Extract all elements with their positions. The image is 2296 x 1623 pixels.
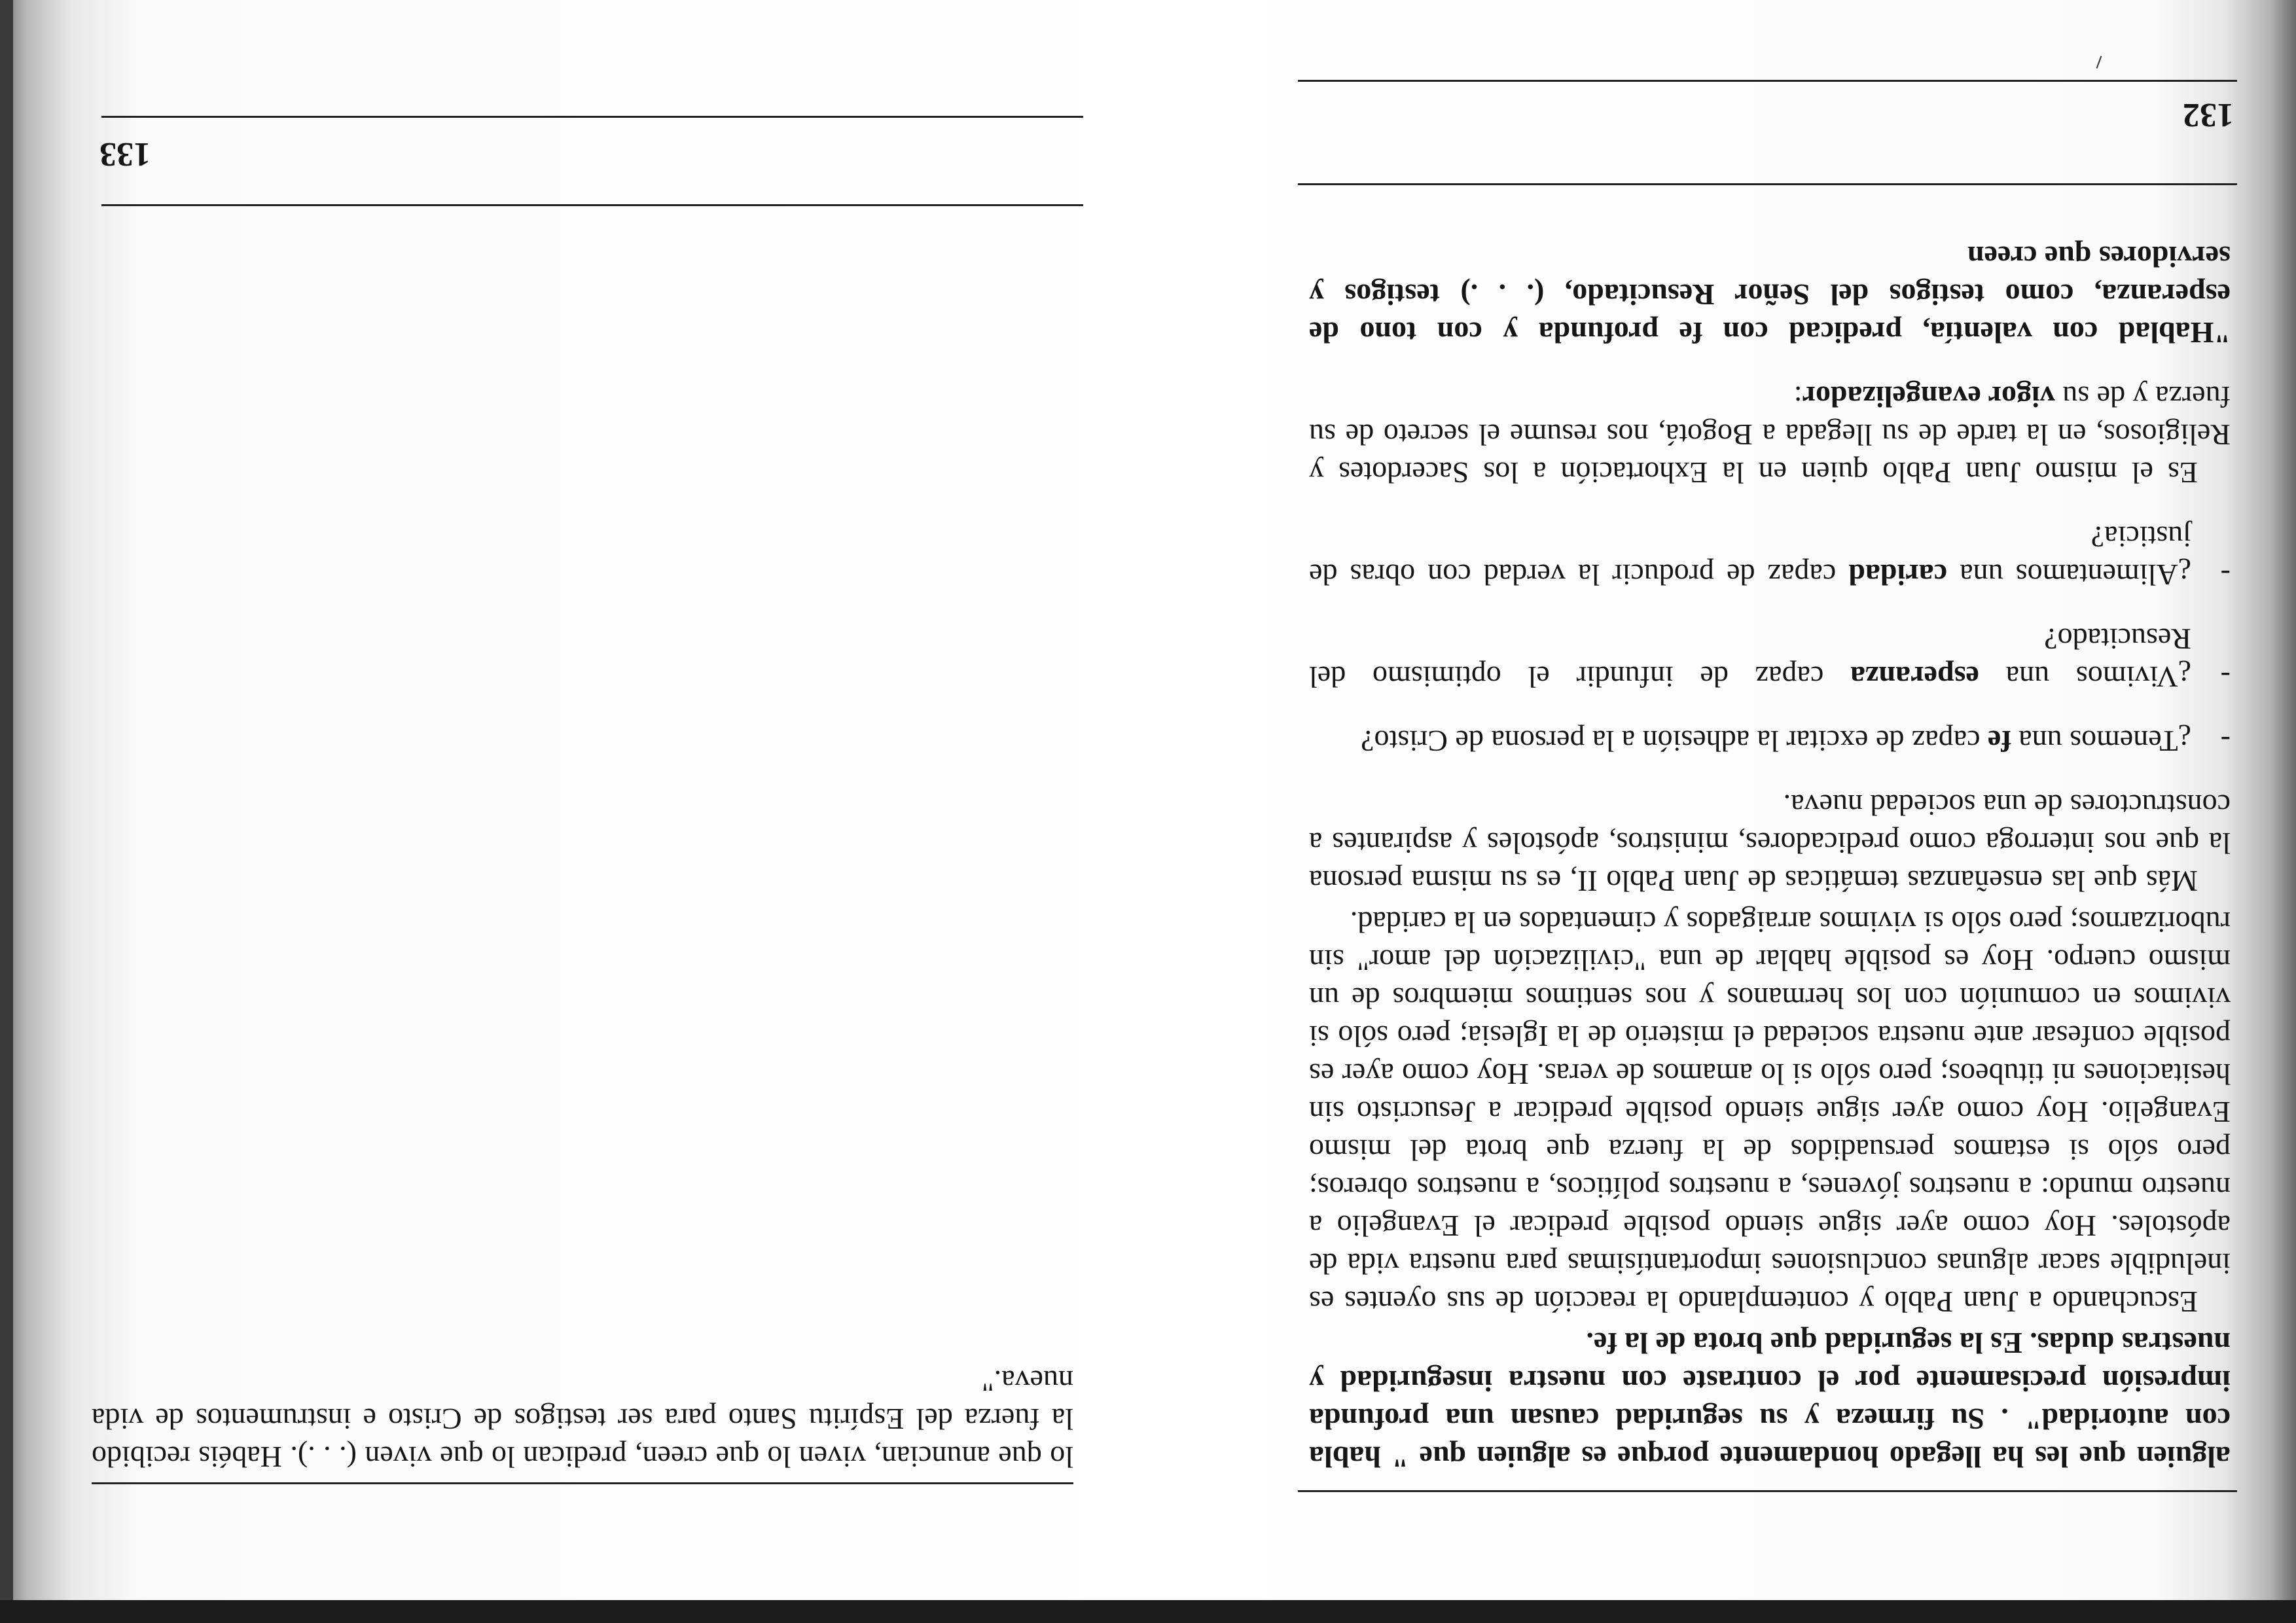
page-edge-shadow [0, 0, 13, 1600]
content-rule [92, 1482, 1073, 1484]
paragraph-4: Es el mismo Juan Pablo quien en la Exhortación a los Sacerdotes y Religiosos, en la tarde de su llegada a Bogotá, nos resume el secreto de su fuerza y de su vigor evangelizador: [1309, 380, 2231, 490]
header-rule-top [101, 116, 1083, 118]
page-number: 133 [99, 135, 151, 173]
dash-bullet: - [2220, 558, 2231, 592]
pencil-mark [2096, 56, 2102, 68]
question-charity [1309, 518, 2231, 594]
header-rule-top [1298, 80, 2237, 82]
question-hope [1309, 620, 2231, 696]
header-rule-bottom [101, 204, 1083, 206]
page-body [92, 1362, 1073, 1476]
page-number: 132 [2183, 96, 2234, 134]
paragraph: lo que anuncian, viven lo que creen, predican lo que viven (. . .). Habéis recibido la fuerza del Espíritu Santo para ser testigos de Cristo e instrumentos de vida nueva." [92, 1364, 1073, 1474]
quote-paragraph: "Hablad con valentía, predicad con fe profunda y con tono de esperanza, como testigos del Señor Resucitado, (. . .) testigos y servidores que creen [1309, 240, 2231, 349]
dash-bullet: - [2220, 724, 2231, 758]
question-faith [1309, 722, 2231, 760]
paragraph-2: Escuchando a Juan Pablo y contemplando la reacción de sus oyentes es ineludible sacar algunas conclusiones importantísimas para nuestra vida de apóstoles. Hoy como ayer sigue siendo posible predicar el Evangelio a nuestro mundo: a nuestros jóvenes, a nuestros políticos, a nuestros obreros; pero sólo si estamos persuadidos de la fuerza que brota del mismo Evangelio. Hoy como ayer sigue siendo posible predicar a Jesucristo sin hesitaciones ni titubeos; pero sólo si lo amamos de veras. Hoy como ayer es posible confesar ante nuestra sociedad el misterio de la Iglesia; pero sólo si vivimos en comunión con los hermanos y nos sentimos miembros de un mismo cuerpo. Hoy es posible hablar de una "civilización del amor" sin ruborizarnos; pero sólo si vivimos arraigados y cimentados en la caridad. [1309, 906, 2231, 1319]
page-132 [1175, 0, 2296, 1600]
dash-bullet: - [2220, 660, 2231, 694]
question-text: ¿Vivimos una esperanza capaz de infundir el optimismo del Resucitado? [1309, 622, 2191, 694]
page-body [1309, 238, 2231, 1476]
question-text: ¿Tenemos una fe capaz de excitar la adhesión a la persona de Cristo? [1361, 724, 2191, 758]
paragraph-3: Más que las enseñanzas temáticas de Juan Pablo II, es su misma persona la que nos interroga como predicadores, ministros, apóstoles y aspirantes a constructores de una sociedad nueva. [1309, 789, 2231, 898]
question-text: ¿Alimentamos una caridad capaz de producir la verdad con obras de justicia? [1309, 520, 2191, 592]
content-rule [1298, 1490, 2237, 1492]
header-rule-bottom [1298, 183, 2237, 185]
paragraph-1: alguien que les ha llegado hondamente porque es alguien que " habla con autoridad" . Su firmeza y su seguridad causan una profunda impresión precisamente por el contraste con nuestra inseguridad y nuestras dudas. Es la seguridad que brota de la fe. [1309, 1327, 2231, 1474]
